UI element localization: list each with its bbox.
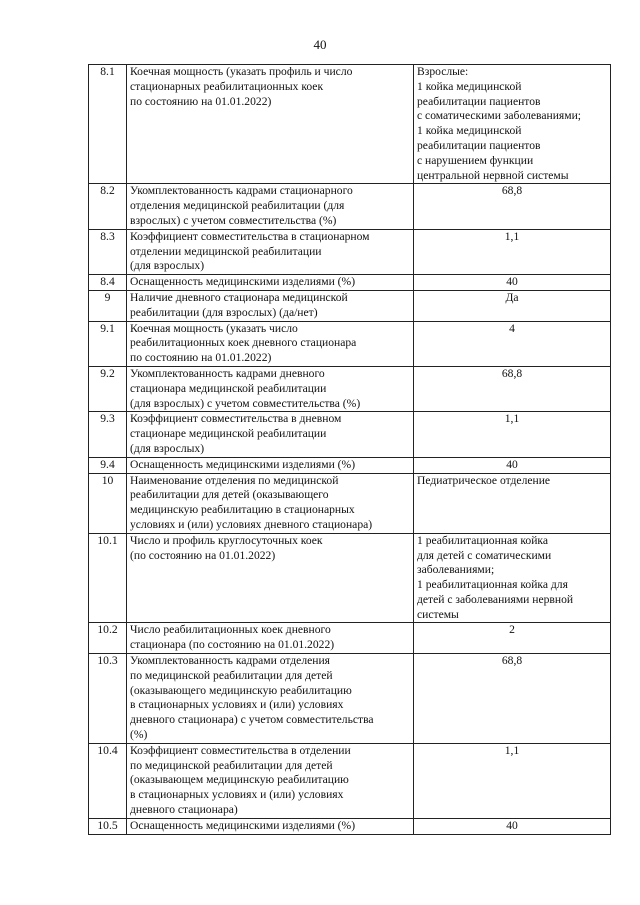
table-row [89,366,611,411]
indicator-value [414,321,611,366]
indicator-value-line: 1,1 [504,229,520,243]
indicator-value [414,290,611,321]
indicator-label-line: в стационарных условиях и (или) условиях [130,698,344,712]
indicator-label-line: в стационарных условиях и (или) условиях [130,788,344,802]
indicator-value-line: 2 [509,623,515,637]
indicator-label-line: медицинскую реабилитацию в стационарных [130,503,355,517]
indicator-value-line: 40 [506,275,518,289]
indicator-value-line: 1 реабилитационная койка [417,533,549,547]
table-row [89,743,611,818]
indicator-value [414,743,611,818]
indicator-label-line: Укомплектованность кадрами стационарного [130,184,353,198]
indicator-label-line: дневного стационара) [130,803,238,817]
table-row [89,818,611,834]
indicator-label-line: по медицинской реабилитации для детей [130,668,333,682]
indicator-label [127,654,414,744]
indicator-value [414,654,611,744]
indicator-value-line: 4 [509,321,515,335]
row-number: 9.2 [89,366,127,411]
indicator-label [127,65,414,184]
indicator-value-line: Взрослые: [417,65,469,78]
indicator-value-line: 68,8 [501,366,523,380]
row-number: 8.2 [89,184,127,229]
table-row [89,321,611,366]
indicator-label-line: стационарных реабилитационных коек [130,79,324,93]
row-number: 9.1 [89,321,127,366]
indicator-label [127,229,414,274]
indicator-value-line: с соматическими заболеваниями; [417,109,581,123]
indicator-label [127,743,414,818]
indicator-label-line: реабилитационных коек дневного стационара [130,336,357,350]
table-row [89,65,611,184]
indicator-value [414,275,611,291]
table-row [89,457,611,473]
indicator-value-line: 1 реабилитационная койка для [417,578,568,592]
indicator-label-line: по состоянию на 01.01.2022) [130,351,272,365]
indicator-value [414,229,611,274]
indicator-label [127,473,414,533]
indicator-value-line: 1,1 [504,412,520,426]
table-row [89,533,611,623]
indicator-value-line: детей с заболеваниями нервной [417,592,574,606]
indicator-label-line: (%) [130,728,148,742]
indicator-label-line: реабилитации (для взрослых) (да/нет) [130,305,318,319]
indicator-label [127,290,414,321]
indicator-value-line: Да [505,290,519,304]
indicator-value-line: 1,1 [504,743,520,757]
indicator-label-line: (для взрослых) [130,441,205,455]
table-row [89,623,611,654]
indicator-value [414,818,611,834]
indicator-value-line: центральной нервной системы [417,168,569,182]
row-number: 10.1 [89,533,127,623]
indicator-value [414,65,611,184]
table-row [89,654,611,744]
indicator-value-line: Педиатрическое отделение [417,473,551,487]
indicator-value-line: с нарушением функции [417,153,534,167]
indicator-label [127,533,414,623]
indicator-label [127,818,414,834]
indicator-value-line: системы [417,607,459,621]
indicator-value [414,366,611,411]
indicator-label [127,321,414,366]
indicator-value-line: для детей с соматическими [417,548,552,562]
indicator-value-line: реабилитации пациентов [417,138,541,152]
table-body [89,65,611,835]
indicator-value [414,457,611,473]
indicator-label-line: (оказывающего медицинскую реабилитацию [130,683,352,697]
indicator-label-line: отделения медицинской реабилитации (для [130,199,345,213]
indicator-label [127,275,414,291]
indicator-label-line: условиях и (или) условиях дневного стационара) [130,517,373,531]
row-number: 8.1 [89,65,127,184]
row-number: 8.3 [89,229,127,274]
page-number: 40 [313,37,327,52]
row-number: 10.5 [89,818,127,834]
indicator-label [127,366,414,411]
row-number: 10.2 [89,623,127,654]
table-row [89,412,611,457]
indicator-label [127,184,414,229]
table-row [89,275,611,291]
indicator-label-line: по медицинской реабилитации для детей [130,758,333,772]
indicator-value-line: реабилитации пациентов [417,94,541,108]
row-number: 8.4 [89,275,127,291]
indicator-label-line: Коэффициент совместительства в стационарном [130,229,370,243]
indicator-label-line: Коэффициент совместительства в дневном [130,412,342,426]
indicator-label-line: взрослых) с учетом совместительства (%) [130,213,337,227]
row-number: 9.3 [89,412,127,457]
indicator-value-line: 1 койка медицинской [417,124,522,138]
indicator-label-line: Наименование отделения по медицинской [130,473,339,487]
indicator-label-line: Коечная мощность (указать число [130,321,298,335]
indicator-value-line: заболеваниями; [417,563,495,577]
indicators-table [88,64,611,835]
indicator-label-line: отделении медицинской реабилитации [130,244,322,258]
indicator-label-line: реабилитации для детей (оказывающего [130,488,329,502]
row-number: 10.4 [89,743,127,818]
indicator-label-line: Коечная мощность (указать профиль и число [130,65,353,78]
indicator-label-line: Оснащенность медицинскими изделиями (%) [130,818,356,832]
indicator-label-line: (оказывающем медицинскую реабилитацию [130,773,349,787]
indicator-label-line: Наличие дневного стационара медицинской [130,290,348,304]
indicator-label-line: Оснащенность медицинскими изделиями (%) [130,457,356,471]
indicator-label-line: (по состоянию на 01.01.2022) [130,548,276,562]
indicator-value-line: 68,8 [501,184,523,198]
indicator-value-line: 1 койка медицинской [417,79,522,93]
indicator-label-line: по состоянию на 01.01.2022) [130,94,272,108]
table-row [89,184,611,229]
indicator-value-line: 68,8 [501,654,523,668]
indicator-label-line: дневного стационара) с учетом совместительства [130,713,374,727]
indicator-value-line: 40 [506,457,518,471]
indicator-label-line: стационара медицинской реабилитации [130,381,327,395]
indicator-label-line: Коэффициент совместительства в отделении [130,743,351,757]
indicator-label-line: Число реабилитационных коек дневного [130,623,331,637]
indicator-label [127,457,414,473]
indicator-label-line: Число и профиль круглосуточных коек [130,533,323,547]
indicator-value [414,623,611,654]
row-number: 10 [89,473,127,533]
indicator-label-line: Оснащенность медицинскими изделиями (%) [130,275,356,289]
indicator-label-line: (для взрослых) с учетом совместительства (%) [130,396,361,410]
row-number: 9 [89,290,127,321]
table-row [89,290,611,321]
indicator-label-line: Укомплектованность кадрами отделения [130,654,330,668]
row-number: 9.4 [89,457,127,473]
indicator-value-line: 40 [506,818,518,832]
table-row [89,229,611,274]
indicator-label [127,412,414,457]
row-number: 10.3 [89,654,127,744]
indicator-value [414,533,611,623]
indicator-value [414,473,611,533]
indicator-label-line: стационара (по состоянию на 01.01.2022) [130,638,335,652]
indicator-label-line: (для взрослых) [130,259,205,273]
indicator-label [127,623,414,654]
indicator-value [414,184,611,229]
table-row [89,473,611,533]
indicator-value [414,412,611,457]
indicator-label-line: Укомплектованность кадрами дневного [130,366,325,380]
indicator-label-line: стационаре медицинской реабилитации [130,427,327,441]
